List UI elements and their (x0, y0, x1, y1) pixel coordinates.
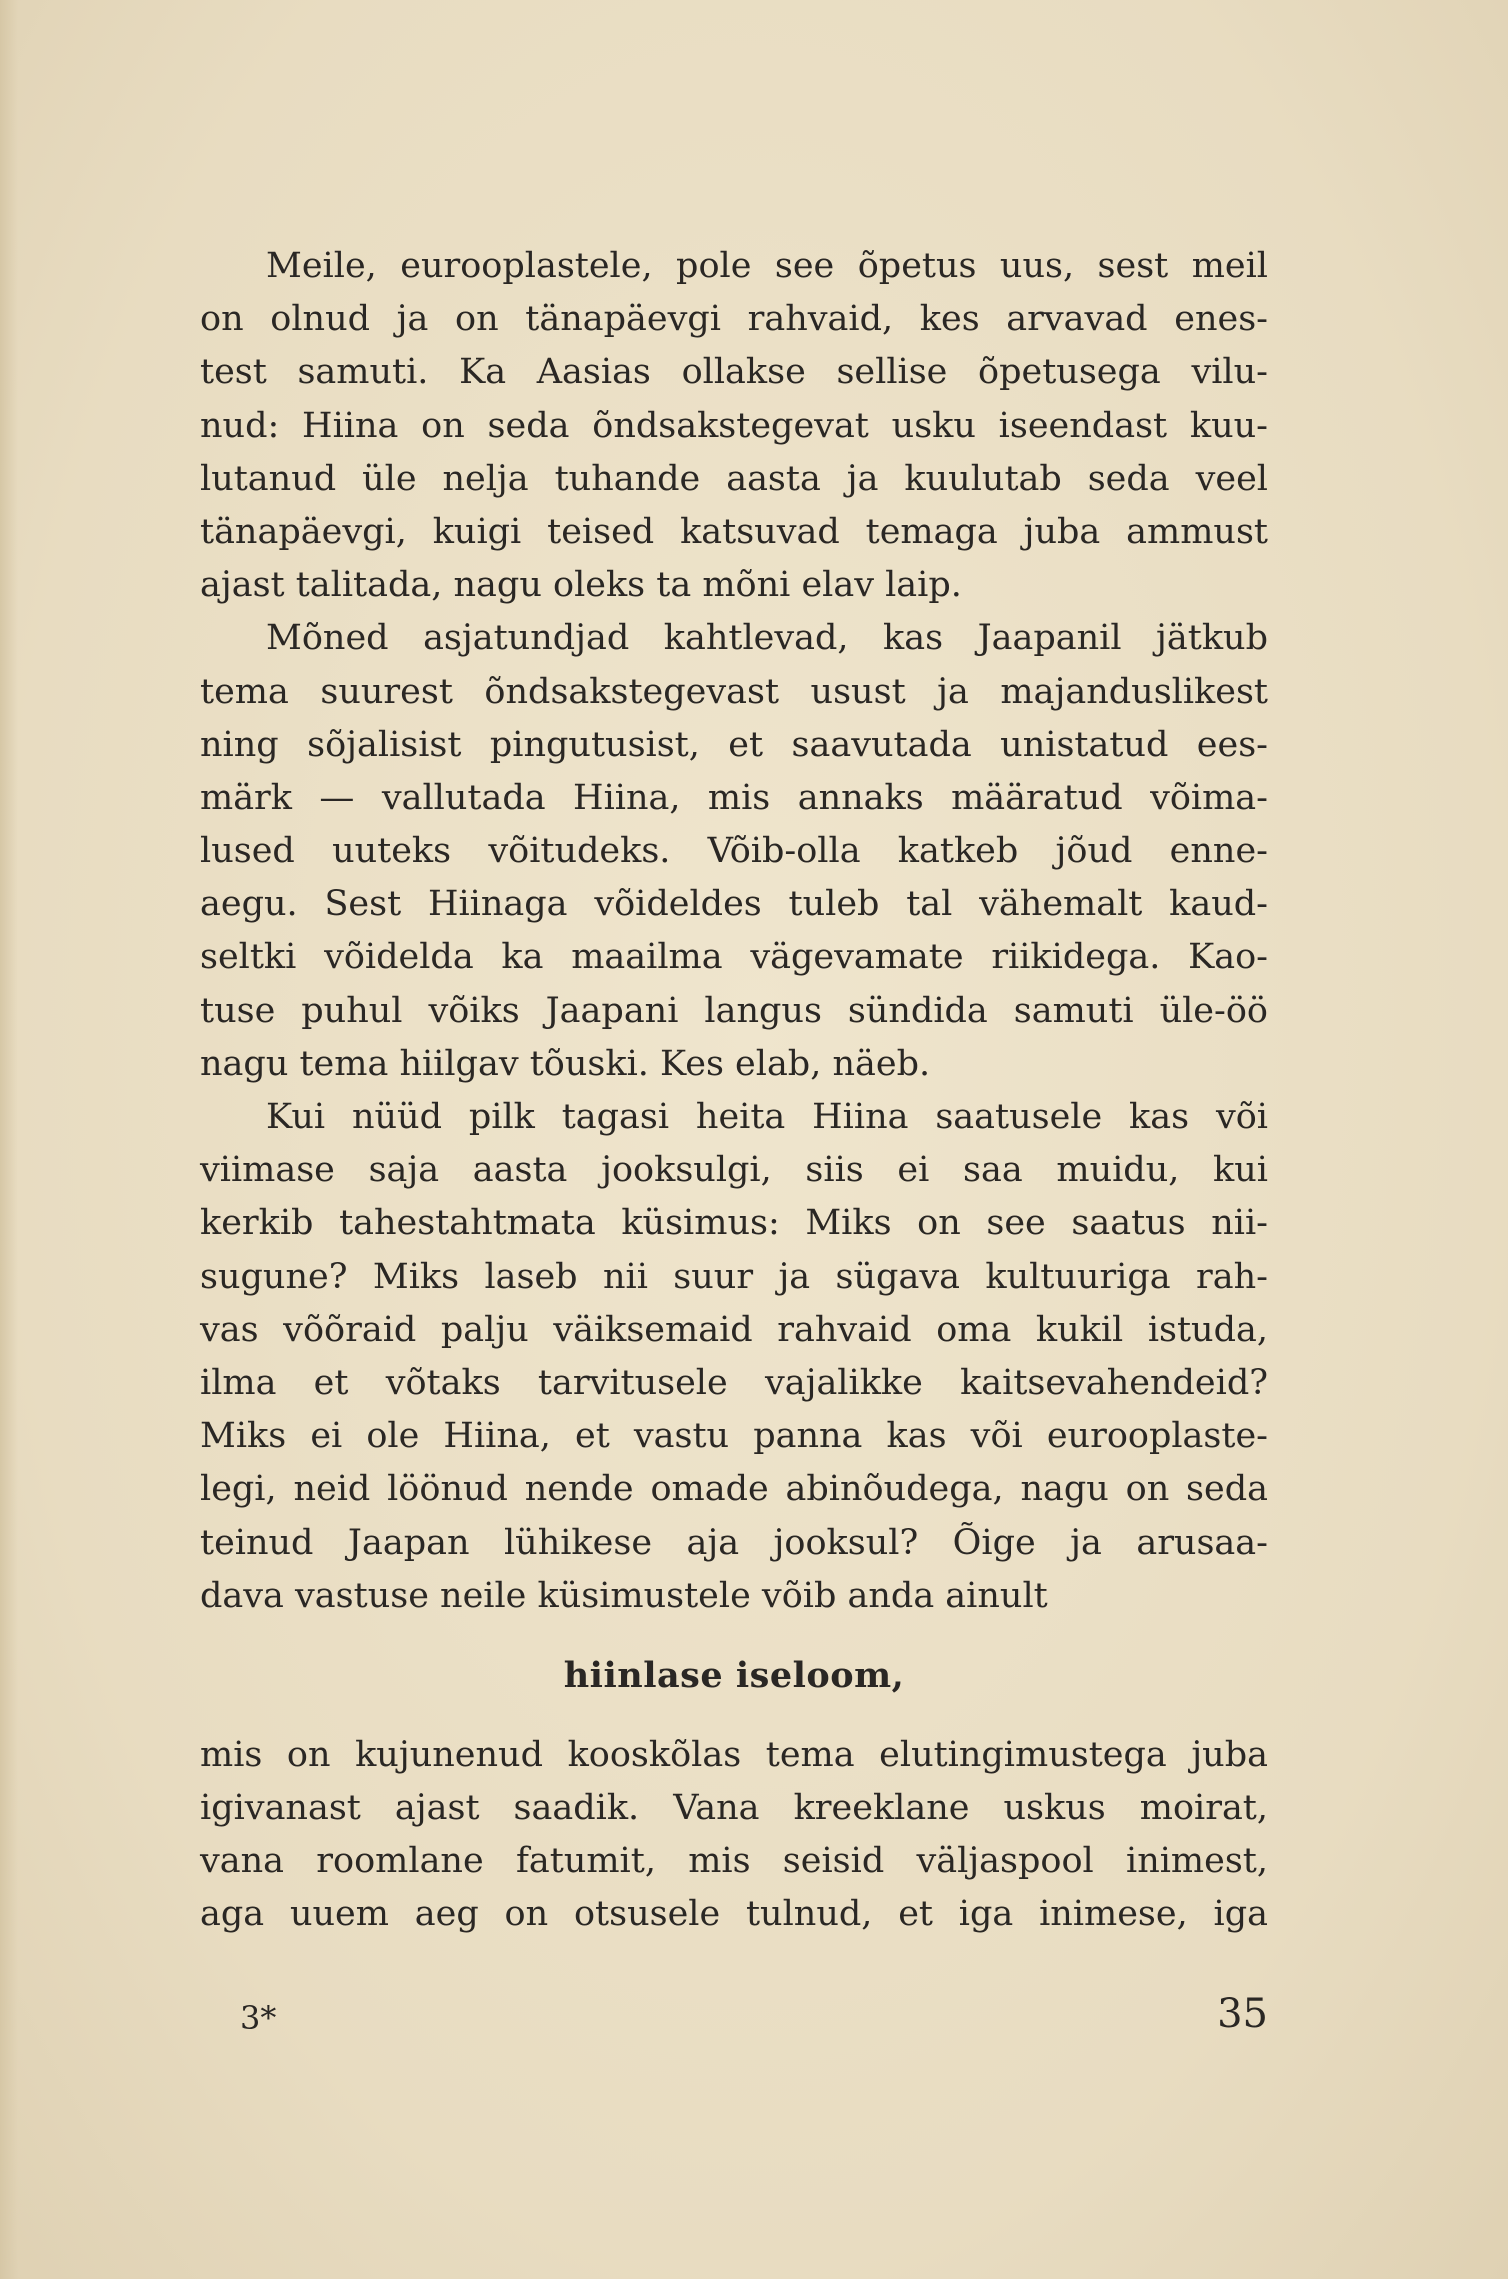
text-line: tänapäevgi, kuigi teised katsuvad temaga juba ammust (200, 511, 1268, 552)
text-line: test samuti. Ka Aasias ollakse sellise õpetusega vilu- (200, 352, 1268, 393)
text-line: Miks ei ole Hiina, et vastu panna kas või eurooplaste- (200, 1416, 1268, 1457)
page-number: 35 (1217, 1991, 1268, 2037)
text-line: dava vastuse neile küsimustele võib anda ainult (200, 1575, 1048, 1616)
text-line: Kui nüüd pilk tagasi heita Hiina saatusele kas või (266, 1097, 1268, 1137)
text-line: igivanast ajast saadik. Vana kreeklane uskus moirat, (200, 1788, 1268, 1829)
paragraphs-after-heading (200, 1729, 1268, 1942)
text-line: ning sõjalisist pingutusist, et saavutada unistatud ees- (200, 724, 1268, 765)
body-text (200, 240, 1268, 1942)
paragraphs-before-heading (200, 240, 1268, 1623)
text-line: lutanud üle nelja tuhande aasta ja kuulutab seda veel (200, 458, 1268, 499)
text-line: ilma et võtaks tarvitusele vajalikke kaitsevahendeid? (200, 1362, 1268, 1403)
text-line: tema suurest õndsakstegevast usust ja majanduslikest (200, 671, 1268, 712)
text-line: on olnud ja on tänapäevgi rahvaid, kes arvavad enes- (200, 299, 1268, 340)
text-line: tuse puhul võiks Jaapani langus sündida samuti üle-öö (200, 990, 1268, 1031)
text-line: ajast talitada, nagu oleks ta mõni elav laip. (200, 565, 962, 606)
text-line: Mõned asjatundjad kahtlevad, kas Jaapanil jätkub (266, 618, 1268, 659)
text-line: vas võõraid palju väiksemaid rahvaid oma kukil istuda, (200, 1309, 1268, 1350)
text-line: lused uuteks võitudeks. Võib-olla katkeb jõud enne- (200, 831, 1268, 872)
text-line: märk — vallutada Hiina, mis annaks määratud võima- (200, 777, 1268, 818)
text-line: seltki võidelda ka maailma vägevamate riikidega. Kao- (200, 937, 1268, 978)
text-line: Meile, eurooplastele, pole see õpetus uus, sest meil (266, 246, 1268, 286)
text-line: nud: Hiina on seda õndsakstegevat usku iseendast kuu- (200, 405, 1268, 446)
text-line: nagu tema hiilgav tõuski. Kes elab, näeb. (200, 1043, 931, 1084)
printer-signature-mark: 3* (240, 1999, 277, 2037)
text-line: mis on kujunenud kooskõlas tema elutingimustega juba (200, 1734, 1268, 1775)
text-line: aga uuem aeg on otsusele tulnud, et iga inimese, iga (200, 1894, 1268, 1935)
text-line: legi, neid löönud nende omade abinõudega, nagu on seda (200, 1469, 1268, 1510)
page-gutter-shadow (0, 0, 18, 2279)
text-line: kerkib tahestahtmata küsimus: Miks on see saatus nii- (200, 1203, 1268, 1244)
text-line: viimase saja aasta jooksulgi, siis ei saa muidu, kui (200, 1150, 1268, 1191)
text-line: vana roomlane fatumit, mis seisid väljaspool inimest, (200, 1841, 1268, 1882)
text-line: teinud Jaapan lühikese aja jooksul? Õige ja arusaa- (200, 1522, 1268, 1563)
text-line: aegu. Sest Hiinaga võideldes tuleb tal vähemalt kaud- (200, 884, 1268, 925)
text-line: sugune? Miks laseb nii suur ja sügava kultuuriga rah- (200, 1256, 1268, 1297)
section-heading: hiinlase iseloom, (563, 1654, 905, 1696)
